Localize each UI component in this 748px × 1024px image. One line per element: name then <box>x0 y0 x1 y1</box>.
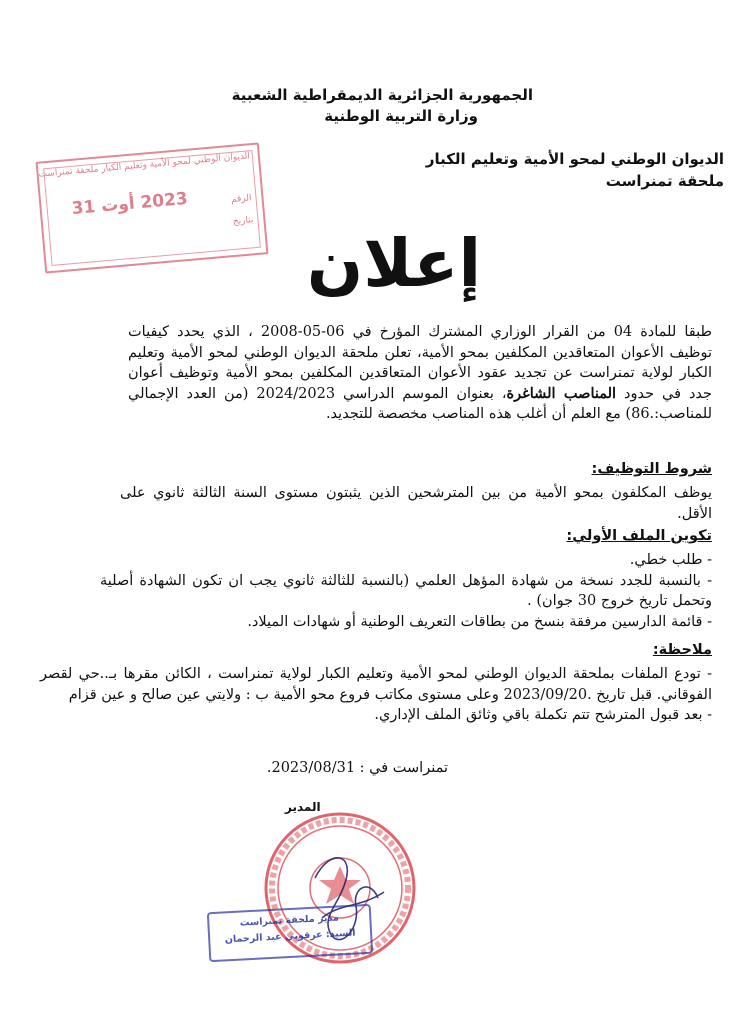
ministry-title: وزارة التربية الوطنية <box>324 107 478 125</box>
intro-text-before: طبقا للمادة 04 من القرار الوزاري المشترك المؤرخ في 06-05-2008 ، الذي يحدد كيفيات توظيف الأعوان المتعاقدين المكلفين بمحو الأمية، تعلن ملحقة الديوان الوطني لمحو الأمية وتعليم الكبار لولاية تمنراست عن تجديد عقود الأعوان المتعاقدين المكلفين بمحو الأمية وتوظيف أعوان جدد في حدود <box>128 324 713 402</box>
republic-title: الجمهورية الجزائرية الديمقراطية الشعبية <box>231 86 533 104</box>
office-name: الديوان الوطني لمحو الأمية وتعليم الكبار <box>425 150 724 168</box>
first-file-heading: تكوين الملف الأولي: <box>566 528 712 544</box>
received-stamp-date: 2023 أوت 31 <box>70 188 189 219</box>
name-stamp-name: السيد: عرقوبي عبد الرحمان <box>224 927 356 946</box>
director-label: المدير <box>285 800 321 814</box>
intro-text-after: ، بعنوان الموسم الدراسي 2024/2023 (من العدد الإجمالي للمناصب:.86) مع العلم أن أغلب هذه المناصب مخصصة للتجديد. <box>128 385 712 423</box>
conditions-heading: شروط التوظيف: <box>591 461 712 477</box>
list-item: - بالنسبة للجدد نسخة من شهادة المؤهل العلمي (بالنسبة للثالثة ثانوي يجب ان تكون الشهادة أصلية وتحمل تاريخ خروج 30 جوان) . <box>100 572 712 610</box>
list-item: - بعد قبول المترشح تتم تكملة باقي وثائق الملف الإداري. <box>374 707 712 724</box>
conditions-text: يوظف المكلفون بمحو الأمية من بين المترشحين الذين يثبتون مستوى السنة الثالثة ثانوي على الأقل. <box>120 485 712 522</box>
name-stamp-title: مدير ملحقة تمنراست <box>239 912 340 929</box>
first-file-list <box>100 550 712 632</box>
intro-paragraph <box>128 322 712 425</box>
list-item: - قائمة الدارسين مرفقة بنسخ من بطاقات التعريف الوطنية أو شهادات الميلاد. <box>247 613 712 630</box>
list-item: - طلب خطي. <box>629 552 712 568</box>
annex-name: ملحقة تمنراست <box>605 172 724 190</box>
intro-bold: المناصب الشاغرة <box>506 384 617 402</box>
list-item: - تودع الملفات بملحقة الديوان الوطني لمحو الأمية وتعليم الكبار لولاية تمنراست ، الكائن مقرها بـ..حي لقصر الفوقاني. قبل تاريخ .2023/09/20 وعلى مستوى مكاتب فروع محو الأمية ب : ولايتي عين صالح و عين قزام <box>40 666 712 703</box>
date-line: تمنراست في : 2023/08/31. <box>266 760 448 776</box>
notes-heading: ملاحظة: <box>652 642 712 658</box>
document-title: إعلان <box>306 225 482 302</box>
director-name-stamp <box>207 904 373 963</box>
received-stamp-number-label: الرقم <box>230 193 252 206</box>
received-stamp-date-label: بتاريخ <box>232 215 254 227</box>
notes-list <box>40 664 712 726</box>
received-stamp-office: الديوان الوطني لمحو الأمية وتعليم الكبار ملحقة تمنراست <box>38 151 251 180</box>
